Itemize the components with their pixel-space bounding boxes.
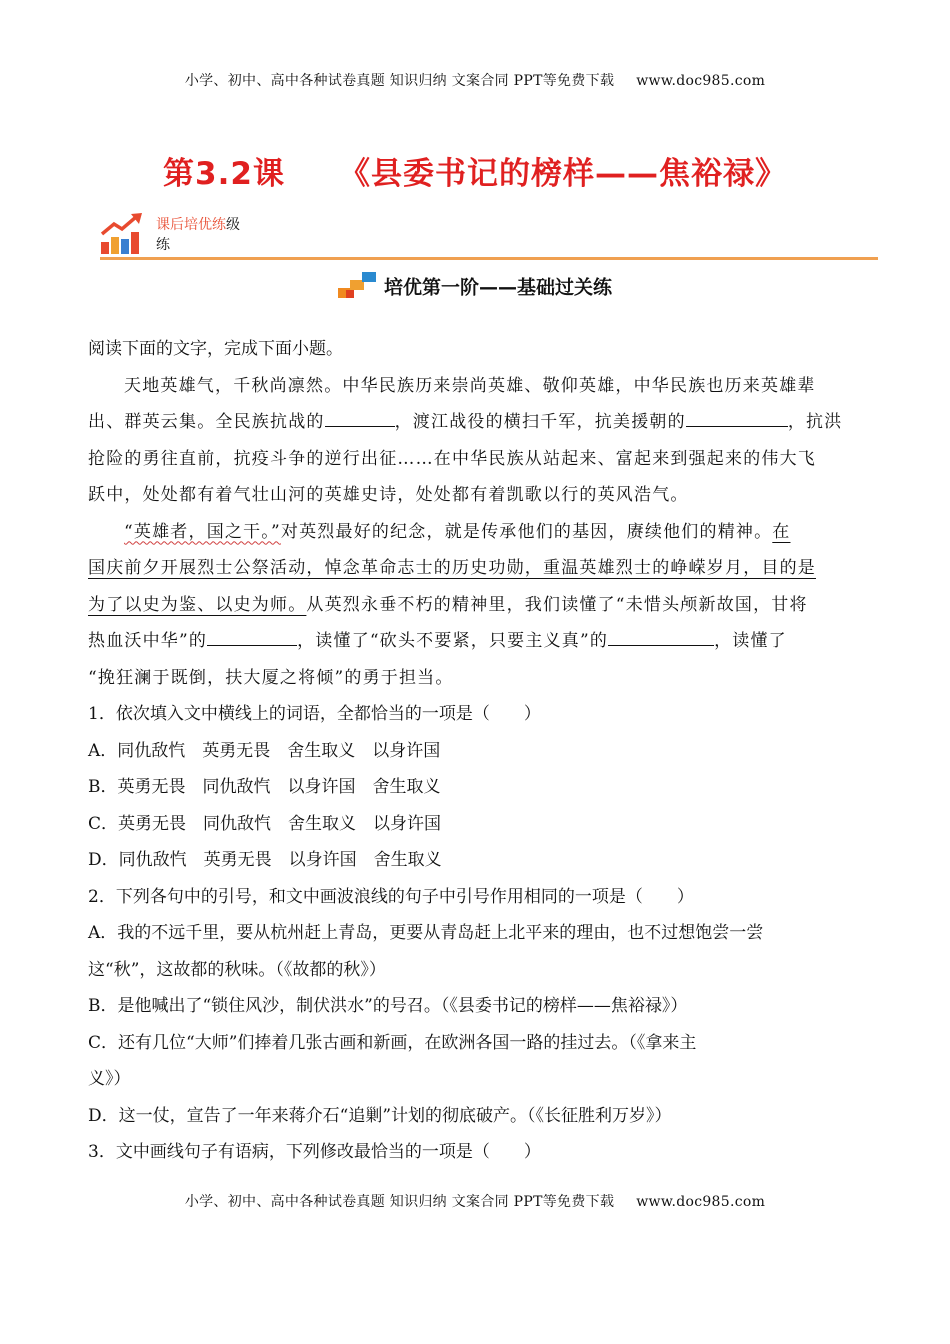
question-2-option-a-cont[interactable]: 这“秋”，这故都的秋味。（《故都的秋》） [88, 959, 386, 980]
passage-line: 天地英雄气，千秋尚凛然。中华民族历来崇尚英雄、敬仰英雄，中华民族也历来英雄辈 [124, 375, 816, 396]
footer-text: 小学、初中、高中各种试卷真题 知识归纳 文案合同 PPT等免费下载 [184, 1194, 615, 1210]
passage-line: “英雄者，国之干。”对英烈最好的纪念，就是传承他们的基因，赓续他们的精神。在 [124, 521, 791, 542]
underlined-sentence: 为了以史为鉴、以史为师。 [88, 594, 307, 615]
section-divider [100, 257, 878, 260]
passage-line: 跃中，处处都有着气壮山河的英雄史诗，处处都有着凯歌以行的英风浩气。 [88, 485, 689, 505]
passage-line: 出、群英云集。全民族抗战的 ，渡江战役的横扫千军，抗美援朝的 ，抗洪 [88, 407, 856, 444]
passage-line [88, 553, 856, 590]
badge-label-second: 练 [156, 237, 170, 253]
header-text: 小学、初中、高中各种试卷真题 知识归纳 文案合同 PPT等免费下载 [184, 73, 615, 89]
instruction: 阅读下面的文字，完成下面小题。 [88, 339, 343, 359]
rising-chart-icon [100, 212, 148, 256]
fill-blank-4[interactable] [608, 627, 714, 646]
question-1-option-b[interactable]: B．英勇无畏 同仇敌忾 以身许国 舍生取义 [88, 777, 441, 797]
question-1-option-d[interactable]: D．同仇敌忾 英勇无畏 以身许国 舍生取义 [88, 850, 442, 870]
passage-line: 为了以史为鉴、以史为师。从英烈永垂不朽的精神里，我们读懂了“未惜头颅新故国，甘将 [88, 594, 808, 615]
underlined-sentence: 国庆前夕开展烈士公祭活动，悼念革命志士的历史功勋，重温英雄烈士的峥嵘岁月，目的是 [88, 558, 816, 578]
passage-line: 热血沃中华”的 ，读懂了“砍头不要紧，只要主义真”的 ，读懂了 [88, 626, 856, 663]
section-heading [0, 272, 950, 300]
question-2-option-c-cont[interactable]: 义》） [88, 1069, 131, 1089]
question-1-option-a[interactable]: A．同仇敌忾 英勇无畏 舍生取义 以身许国 [88, 740, 441, 761]
steps-icon [338, 272, 378, 300]
question-2-option-c[interactable]: C．还有几位“大师”们捧着几张古画和新画，在欧洲各国一路的挂过去。（《拿来主 [88, 1032, 697, 1053]
question-3: 3．文中画线句子有语病，下列修改最恰当的一项是（ ） [88, 1142, 541, 1162]
lesson-number: 第3.2课 [163, 156, 285, 192]
page-footer [0, 1191, 950, 1211]
question-2-option-a[interactable]: A．我的不远千里，要从杭州赶上青岛，更要从青岛赶上北平来的理由，也不过想饱尝一尝 [88, 923, 764, 943]
passage-line: “挽狂澜于既倒，扶大厦之将倾”的勇于担当。 [88, 667, 454, 688]
section-title: 培优第一阶——基础过关练 [383, 276, 612, 299]
footer-url[interactable]: www.doc985.com [636, 1194, 766, 1210]
passage-line: 抢险的勇往直前，抗疫斗争的逆行出征……在中华民族从站起来、富起来到强起来的伟大飞 [88, 448, 816, 469]
exercise-content [88, 334, 856, 1174]
underlined-sentence: 在 [772, 521, 791, 542]
question-1-option-c[interactable]: C．英勇无畏 同仇敌忾 舍生取义 以身许国 [88, 813, 442, 834]
badge-label [156, 215, 266, 255]
fill-blank-2[interactable] [686, 408, 788, 427]
lesson-name: 《县委书记的榜样——焦裕禄》 [338, 156, 787, 192]
question-2-option-b[interactable]: B．是他喊出了“锁住风沙，制伏洪水”的号召。（《县委书记的榜样——焦裕禄》） [88, 996, 688, 1016]
page-header [0, 70, 950, 90]
question-2: 2．下列各句中的引号，和文中画波浪线的句子中引号作用相同的一项是（ ） [88, 886, 694, 907]
page-title [0, 148, 950, 193]
header-url[interactable]: www.doc985.com [636, 73, 766, 89]
wavy-underlined-sentence: “英雄者，国之干。” [124, 521, 281, 542]
question-1: 1．依次填入文中横线上的词语，全都恰当的一项是（ ） [88, 704, 541, 724]
badge-label-main: 课后培优练 [156, 217, 226, 233]
fill-blank-3[interactable] [207, 627, 297, 646]
practice-badge [100, 212, 260, 256]
badge-label-suffix: 级 [226, 217, 240, 233]
question-2-option-d[interactable]: D．这一仗，宣告了一年来蒋介石“追剿”计划的彻底破产。（《长征胜利万岁》） [88, 1105, 672, 1126]
fill-blank-1[interactable] [325, 408, 395, 427]
